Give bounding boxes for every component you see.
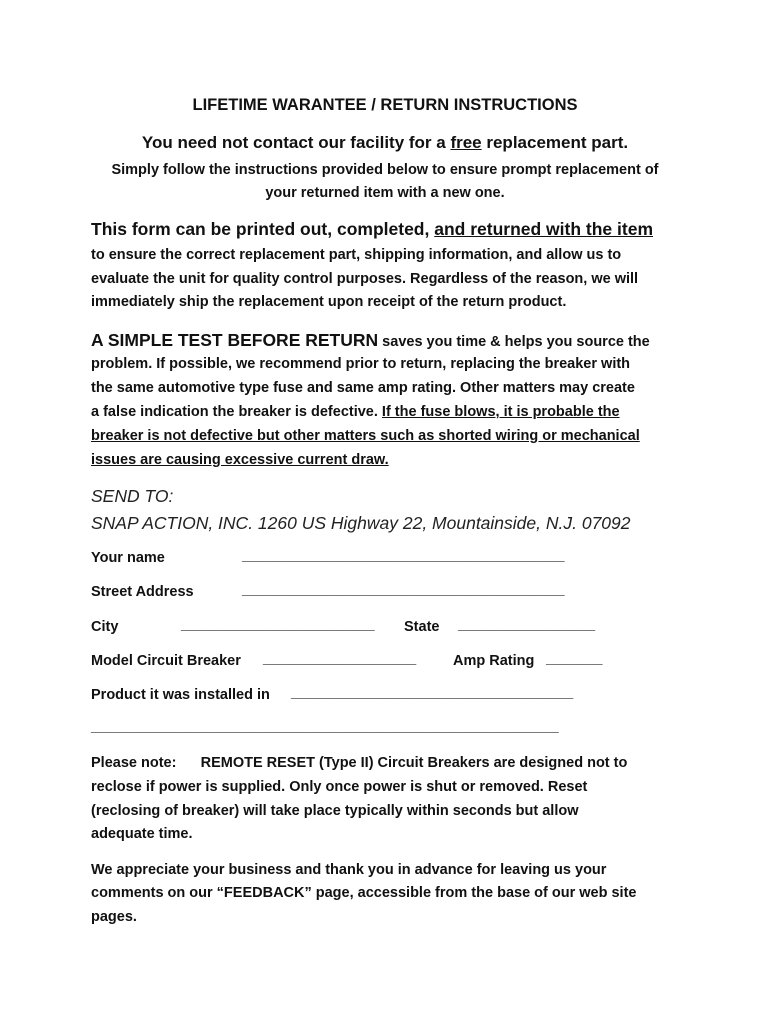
model-label: Model Circuit Breaker: [91, 653, 241, 669]
street-field[interactable]: ________________________________________: [242, 582, 565, 598]
note-line-2: reclose if power is supplied. Only once power is shut or removed. Reset: [91, 779, 588, 795]
form-heading-lead: This form can be printed out, completed,: [91, 219, 435, 239]
test-line-6: issues are causing excessive current draw.: [91, 452, 389, 468]
model-field[interactable]: ___________________: [263, 651, 417, 667]
test-line-2: problem. If possible, we recommend prior to return, replacing the breaker with: [91, 356, 631, 372]
form-body-line-1: to ensure the correct replacement part, shipping information, and allow us to: [91, 247, 622, 263]
note-line-3: (reclosing of breaker) will take place typically within seconds but allow: [91, 803, 579, 819]
amp-field[interactable]: _______: [546, 651, 603, 667]
state-field[interactable]: _________________: [458, 617, 596, 633]
test-line-4: [91, 404, 620, 420]
test-line-5: breaker is not defective but other matters such as shorted wiring or mechanical: [91, 428, 640, 444]
product-label: Product it was installed in: [91, 687, 270, 703]
subtitle-emphasis: free: [450, 133, 482, 152]
send-to-address: SNAP ACTION, INC. 1260 US Highway 22, Mountainside, N.J. 07092: [91, 513, 631, 533]
thanks-line-2: comments on our “FEEDBACK” page, accessible from the base of our web site: [91, 885, 637, 901]
page-title: LIFETIME WARANTEE / RETURN INSTRUCTIONS: [192, 96, 578, 114]
street-label: Street Address: [91, 584, 194, 600]
test-line-4-underlined: If the fuse blows, it is probable the: [381, 404, 620, 420]
test-line-4-plain: a false indication the breaker is defective.: [91, 404, 382, 420]
subtitle: [0, 133, 770, 153]
form-body-line-2: evaluate the unit for quality control purposes. Regardless of the reason, we will: [91, 271, 639, 287]
subtitle-text-end: replacement part.: [481, 133, 629, 152]
subtitle-text: You need not contact our facility for a: [141, 133, 451, 152]
thanks-line-3: pages.: [91, 909, 137, 925]
thanks-line-1: We appreciate your business and thank you in advance for leaving us your: [91, 862, 607, 878]
note-line-4: adequate time.: [91, 826, 193, 842]
form-heading: [91, 219, 653, 240]
city-label: City: [91, 619, 119, 635]
extra-line-field[interactable]: __________________________________________________________: [91, 719, 559, 735]
amp-label: Amp Rating: [453, 653, 535, 669]
test-heading: A SIMPLE TEST BEFORE RETURN: [91, 330, 379, 350]
note-line-1: Please note: REMOTE RESET (Type II) Circuit Breakers are designed not to: [91, 755, 628, 771]
form-heading-underlined: and returned with the item: [434, 219, 654, 239]
product-field[interactable]: ___________________________________: [291, 685, 574, 701]
city-field[interactable]: ________________________: [181, 617, 375, 633]
name-label: Your name: [91, 550, 165, 566]
state-label: State: [404, 619, 440, 635]
form-body-line-3: immediately ship the replacement upon receipt of the return product.: [91, 294, 567, 310]
test-line-1-rest: saves you time & helps you source the: [378, 334, 650, 350]
test-line-3: the same automotive type fuse and same amp rating. Other matters may create: [91, 380, 635, 396]
send-to-label: SEND TO:: [91, 486, 174, 506]
name-field[interactable]: ________________________________________: [242, 548, 565, 564]
intro-line-1: Simply follow the instructions provided below to ensure prompt replacement of: [111, 162, 659, 178]
intro-line-2: your returned item with a new one.: [265, 185, 505, 201]
test-line-1: [91, 330, 650, 351]
